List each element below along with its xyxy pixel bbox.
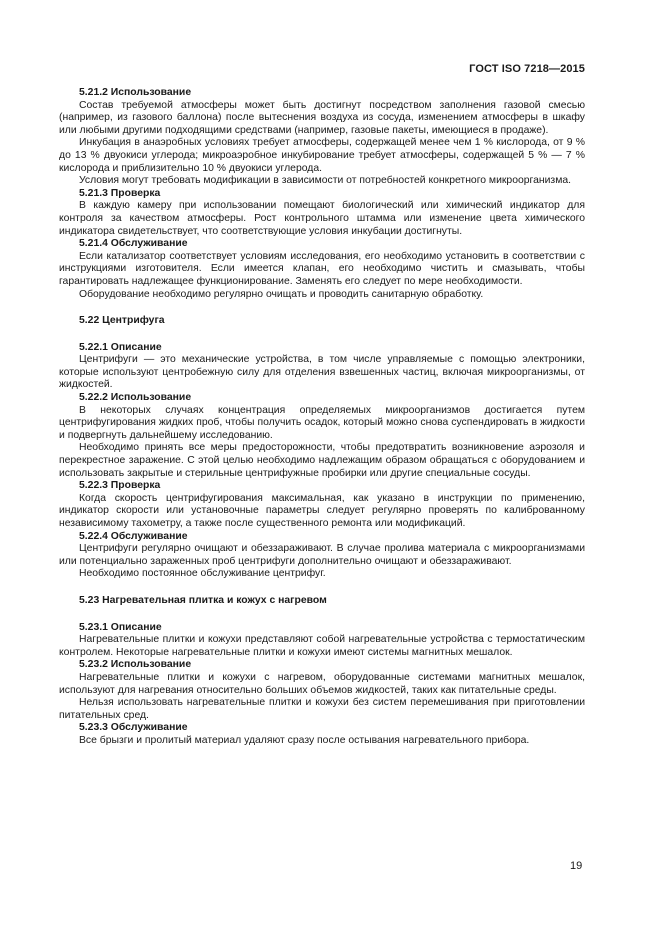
heading-5-23-2: 5.23.2 Использование — [79, 659, 192, 671]
heading-5-22-1: 5.22.1 Описание — [79, 341, 162, 353]
paragraph: Нагревательные плитки и кожухи представляют собой нагревательные устройства с термостатическим контролем. Некоторые нагревательные плитки и кожухи имеют системы магнитных мешалок. — [59, 634, 585, 658]
heading-5-23-1: 5.23.1 Описание — [79, 621, 162, 633]
paragraph: Когда скорость центрифугирования максимальная, как указано в инструкции по применению, индикатор скорости или установочные параметры следует регулярно проверять по калиброванному независимому тахометру, а также после существенного ремонта или модификаций. — [59, 492, 585, 529]
paragraph: Инкубация в анаэробных условиях требует атмосферы, содержащей менее чем 1 % кислорода, от 9 % до 13 % двуокиси углерода; микроаэробное инкубирование требует атмосферы, содержащей 5 % — 7 % кислорода и приблизительно 10 % двуокиси углерода. — [59, 137, 585, 174]
paragraph: Центрифуги — это механические устройства, в том числе управляемые с помощью электроники, которые используют центробежную силу для отделения взвешенных частиц, включая микроорганизмы, от жидкостей. — [59, 354, 585, 391]
heading-5-21-2: 5.21.2 Использование — [79, 87, 192, 98]
paragraph: Состав требуемой атмосферы может быть достигнут посредством заполнения газовой смесью (например, из газового баллона) после вытеснения воздуха из сосуда, изменением атмосферы в шкафу или любыми другими подходящими средствами (например, газовые пакеты, имеющиеся в продаже). — [59, 99, 585, 136]
heading-5-22-2: 5.22.2 Использование — [79, 392, 192, 404]
paragraph: Нельзя использовать нагревательные плитки и кожухи без систем перемешивания при приготовлении питательных сред. — [59, 697, 585, 721]
paragraph: В некоторых случаях концентрация определяемых микроорганизмов достигается путем центрифугирования жидких проб, чтобы получить осадок, который можно снова суспендировать в жидкости и подвергнуть дальнейшему исследованию. — [59, 404, 585, 441]
paragraph: Условия могут требовать модификации в зависимости от потребностей конкретного микроорганизма. — [79, 175, 572, 187]
section-title-5-23: 5.23 Нагревательная плитка и кожух с нагревом — [79, 594, 327, 606]
paragraph: Нагревательные плитки и кожухи с нагревом, оборудованные системами магнитных мешалок, используют для нагревания относительно больших объемов жидкостей, таких как питательные среды. — [59, 671, 585, 696]
paragraph: Если катализатор соответствует условиям исследования, его необходимо установить в соответствии с инструкциями изготовителя. Если имеется клапан, его необходимо чистить и смазывать, чтобы гарантировать надлежащее функционирование. Заменять его следует по мере необходимости. — [59, 250, 585, 287]
standard-header: ГОСТ ISO 7218—2015 — [469, 63, 585, 75]
paragraph: В каждую камеру при использовании помещают биологический или химический индикатор для контроля за качеством атмосферы. Рост контрольного штамма или изменение цвета химического индикатора свидетельствует, что соответствующие условия инкубации достигнуты. — [59, 200, 585, 237]
paragraph: Оборудование необходимо регулярно очищать и проводить санитарную обработку. — [79, 288, 484, 300]
section-title-5-22: 5.22 Центрифуга — [79, 315, 165, 327]
page-number: 19 — [570, 860, 583, 872]
paragraph: Центрифуги регулярно очищают и обеззараживают. В случае пролива материала с микроорганизмами или потенциально зараженных проб центрифуги дополнительно очищают и обеззараживают. — [59, 543, 585, 567]
heading-5-21-4: 5.21.4 Обслуживание — [79, 238, 188, 250]
heading-5-22-3: 5.22.3 Проверка — [79, 480, 161, 492]
paragraph: Все брызги и пролитый материал удаляют сразу после остывания нагревательного прибора. — [79, 734, 530, 746]
heading-5-21-3: 5.21.3 Проверка — [79, 187, 161, 199]
heading-5-22-4: 5.22.4 Обслуживание — [79, 530, 188, 542]
heading-5-23-3: 5.23.3 Обслуживание — [79, 722, 188, 734]
paragraph: Необходимо принять все меры предосторожности, чтобы предотвратить возникновение аэрозоля и перекрестное заражение. С этой целью необходимо надлежащим образом обращаться с оборудованием и использовать закрытые и стерильные центрифужные пробирки или другие специальные сосуды. — [59, 442, 585, 479]
document-body — [59, 87, 585, 748]
paragraph: Необходимо постоянное обслуживание центрифуг. — [79, 568, 326, 580]
